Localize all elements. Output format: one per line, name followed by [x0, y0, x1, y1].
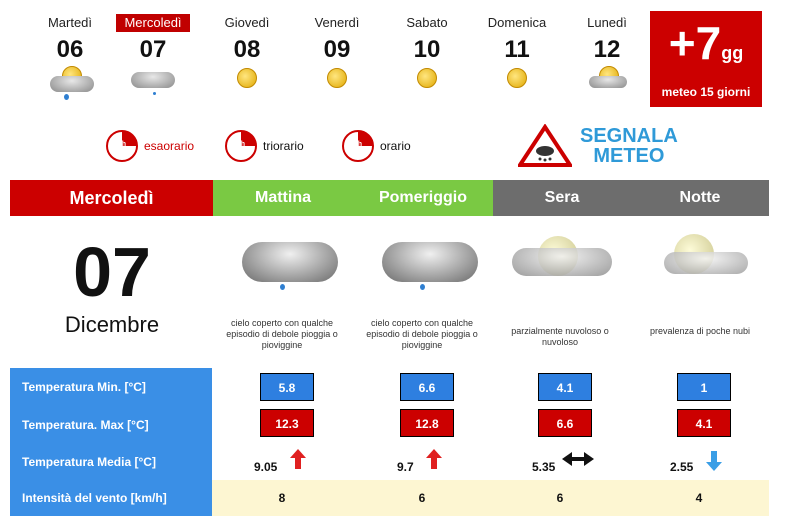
day-name: Venerdì — [314, 15, 360, 30]
day-tab-martedi[interactable] — [33, 14, 107, 98]
arrow-up-icon — [426, 449, 442, 469]
warning-icon — [518, 124, 572, 168]
day-name: Sabato — [406, 15, 448, 30]
legend-label: triorario — [263, 139, 304, 153]
tmin-value: 4.1 — [538, 373, 592, 401]
tmax-value: 4.1 — [677, 409, 731, 437]
period-description: parzialmente nuvoloso o nuvoloso — [511, 326, 609, 347]
tmed-value: 5.35 — [532, 460, 556, 474]
tmed-value: 9.7 — [397, 460, 414, 474]
legend-orario[interactable] — [342, 130, 411, 162]
sun-icon — [217, 64, 277, 98]
plus-7-days-button[interactable] — [650, 11, 762, 107]
legend-label: orario — [380, 139, 411, 153]
tmed-value: 9.05 — [254, 460, 278, 474]
segnala-line1: SEGNALA — [580, 125, 678, 147]
row-label-tmax: Temperatura. Max [°C] — [10, 406, 212, 444]
plus7-gg: gg — [721, 43, 744, 63]
plus7-label: +7 — [668, 17, 722, 69]
tmax-value: 12.8 — [400, 409, 454, 437]
sun-icon — [307, 64, 367, 98]
period-notte: Notte — [631, 180, 769, 216]
plus7-subtitle: meteo 15 giorni — [661, 85, 751, 99]
cloud-icon — [123, 64, 183, 98]
tmax-value: 6.6 — [538, 409, 592, 437]
day-tab-giovedi[interactable] — [210, 14, 284, 98]
date-day: 07 — [73, 233, 151, 311]
period-description: prevalenza di poche nubi — [649, 326, 751, 336]
day-tab-lunedi[interactable] — [570, 14, 644, 98]
arrow-up-icon — [290, 449, 306, 469]
clock-icon: 1h — [342, 130, 374, 162]
period-mattina: Mattina — [213, 180, 353, 216]
tmin-value: 6.6 — [400, 373, 454, 401]
row-label-wind: Intensità del vento [km/h] — [10, 480, 212, 516]
cloud-rain-icon — [40, 64, 100, 98]
day-number: 09 — [323, 36, 351, 63]
date-month: Dicembre — [64, 312, 160, 337]
cloud-rain-icon — [374, 222, 484, 302]
wind-value: 6 — [418, 491, 426, 505]
period-sera: Sera — [493, 180, 631, 216]
period-pomeriggio: Pomeriggio — [353, 180, 493, 216]
day-number: 07 — [139, 36, 167, 63]
arrow-down-icon — [706, 451, 722, 471]
day-number: 08 — [233, 36, 261, 63]
day-tab-mercoledi[interactable] — [116, 14, 190, 98]
wind-value: 6 — [556, 491, 564, 505]
day-tab-venerdi[interactable] — [300, 14, 374, 98]
selected-day-header: Mercoledì — [10, 180, 213, 216]
day-name: Giovedì — [224, 15, 270, 30]
day-name: Mercoledì — [116, 14, 190, 32]
day-tab-domenica[interactable] — [480, 14, 554, 98]
segnala-meteo-button[interactable] — [518, 124, 678, 168]
moon-cloud-icon — [508, 222, 618, 302]
day-number: 11 — [504, 36, 530, 63]
row-label-tmed: Temperatura Media [°C] — [10, 444, 212, 480]
wind-value: 4 — [695, 491, 703, 505]
tmax-value: 12.3 — [260, 409, 314, 437]
moon-cloud-icon — [652, 222, 762, 302]
tmin-value: 1 — [677, 373, 731, 401]
wind-value: 8 — [278, 491, 286, 505]
clock-icon: 3h — [225, 130, 257, 162]
day-name: Domenica — [487, 15, 547, 30]
day-number: 06 — [56, 36, 84, 63]
tmin-value: 5.8 — [260, 373, 314, 401]
day-number: 12 — [593, 36, 621, 63]
sun-cloud-icon — [577, 64, 637, 98]
sun-icon — [487, 64, 547, 98]
clock-icon: 6h — [106, 130, 138, 162]
period-description: cielo coperto con qualche episodio di debole pioggia o pioviggine — [226, 318, 338, 350]
sun-icon — [397, 64, 457, 98]
row-label-tmin: Temperatura Min. [°C] — [10, 368, 212, 406]
legend-label: esaorario — [144, 139, 195, 153]
day-number: 10 — [413, 36, 441, 63]
arrow-stable-icon — [562, 452, 594, 466]
legend-triorario[interactable] — [225, 130, 304, 162]
day-name: Lunedì — [587, 15, 627, 30]
tmed-value: 2.55 — [670, 460, 694, 474]
period-description: cielo coperto con qualche episodio di debole pioggia o pioviggine — [366, 318, 478, 350]
segnala-line2: METEO — [593, 145, 665, 167]
day-name: Martedì — [47, 15, 93, 30]
day-tab-sabato[interactable] — [390, 14, 464, 98]
legend-esaorario[interactable] — [106, 130, 194, 162]
cloud-rain-icon — [234, 222, 344, 302]
